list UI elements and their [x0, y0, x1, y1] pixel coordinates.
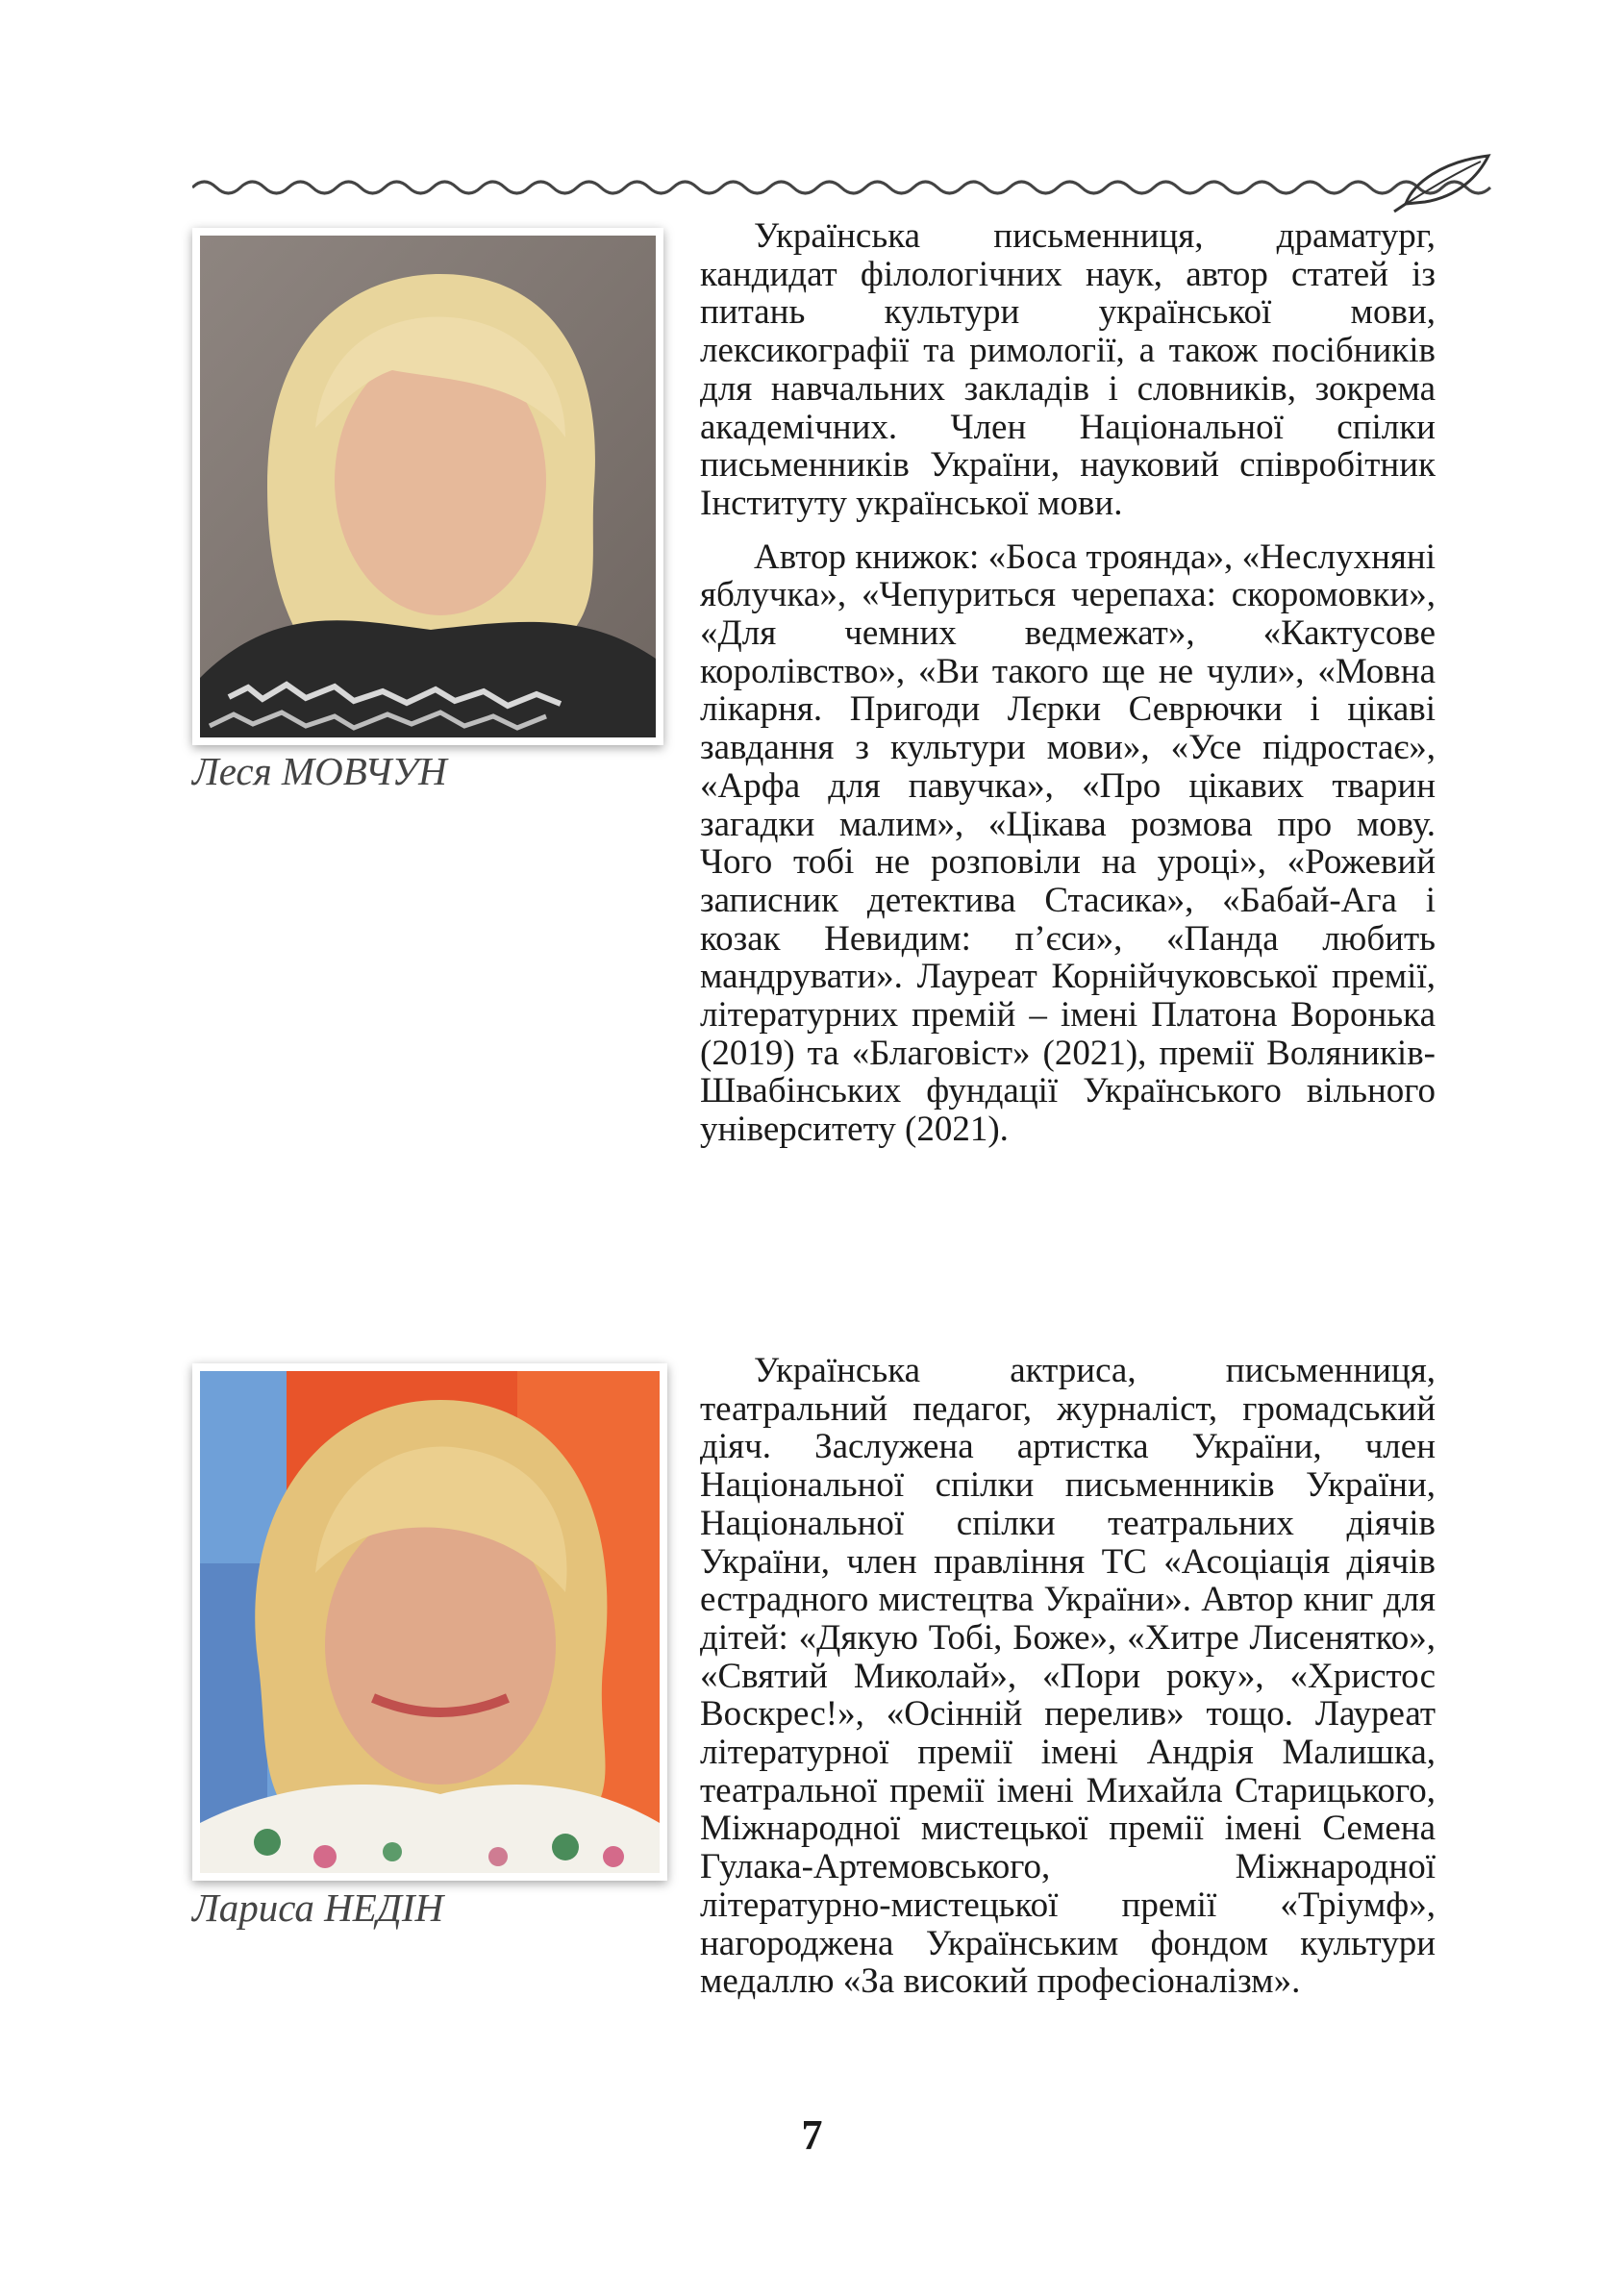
page-number: 7 — [801, 2111, 823, 2159]
header-wave-rule — [192, 154, 1500, 221]
author-photo-movchun — [192, 228, 663, 745]
bio-paragraph: Українська актриса, письменниця, театральний педагог, журналіст, громадський діяч. Заслужена артистка України, член Національної спілки письменників України, Національної спілки театральних діячів України, член правління ТС «Асоціація діячів естрадного мистецтва України». Автор книг для дітей: «Дякую Тобі, Боже», «Хитре Лисенятко», «Святий Миколай», «Пори року», «Христос Воскрес!», «Осінній перелив» тощо. Лауреат літературної премії імені Андрія Малишка, театральної премії імені Михайла Старицького, Міжнародної мистецької премії імені Семена Гулака-Артемовського, Міжнародної літературно-мистецької премії «Тріумф», нагороджена Українським фондом культури медаллю «За високий професіоналізм». — [700, 1351, 1436, 2002]
bio-paragraph: Українська письменниця, драматург, кандидат філологічних наук, автор статей із питань культури української мови, лексикографії та римології, а також посібників для навчальних закладів і словників, зокрема академічних. Член Національної спілки письменників України, науковий співробітник Інституту української мови. — [700, 216, 1436, 523]
author-caption-movchun: Леся МОВЧУН — [192, 749, 447, 793]
author-bio-movchun — [700, 217, 1436, 1149]
feather-quill-icon — [1394, 156, 1488, 212]
author-caption-nedin: Лариса НЕДІН — [192, 1885, 444, 1930]
author-photo-nedin — [192, 1363, 667, 1881]
bio-paragraph: Автор книжок: «Боса троянда», «Неслухняні яблучка», «Чепуриться черепаха: скоромовки», «Для чемних ведмежат», «Кактусове королівство», «Ви такого ще не чули», «Мовна лікарня. Пригоди Лєрки Севрючки і цікаві завдання з культури мови», «Усе підростає», «Арфа для павучка», «Про цікавих тварин загадки малим», «Цікава розмова про мову. Чого тобі не розповіли на уроці», «Рожевий записник детектива Стасика», «Бабай-Ага і козак Невидим: п’єси», «Панда любить мандрувати». Лауреат Корнійчуковської премії, літературних премій – імені Платона Воронька (2019) та «Благовіст» (2021), премії Воляників-Швабінських фундації Українського вільного університету (2021). — [700, 537, 1436, 1150]
author-bio-nedin — [700, 1352, 1436, 2001]
